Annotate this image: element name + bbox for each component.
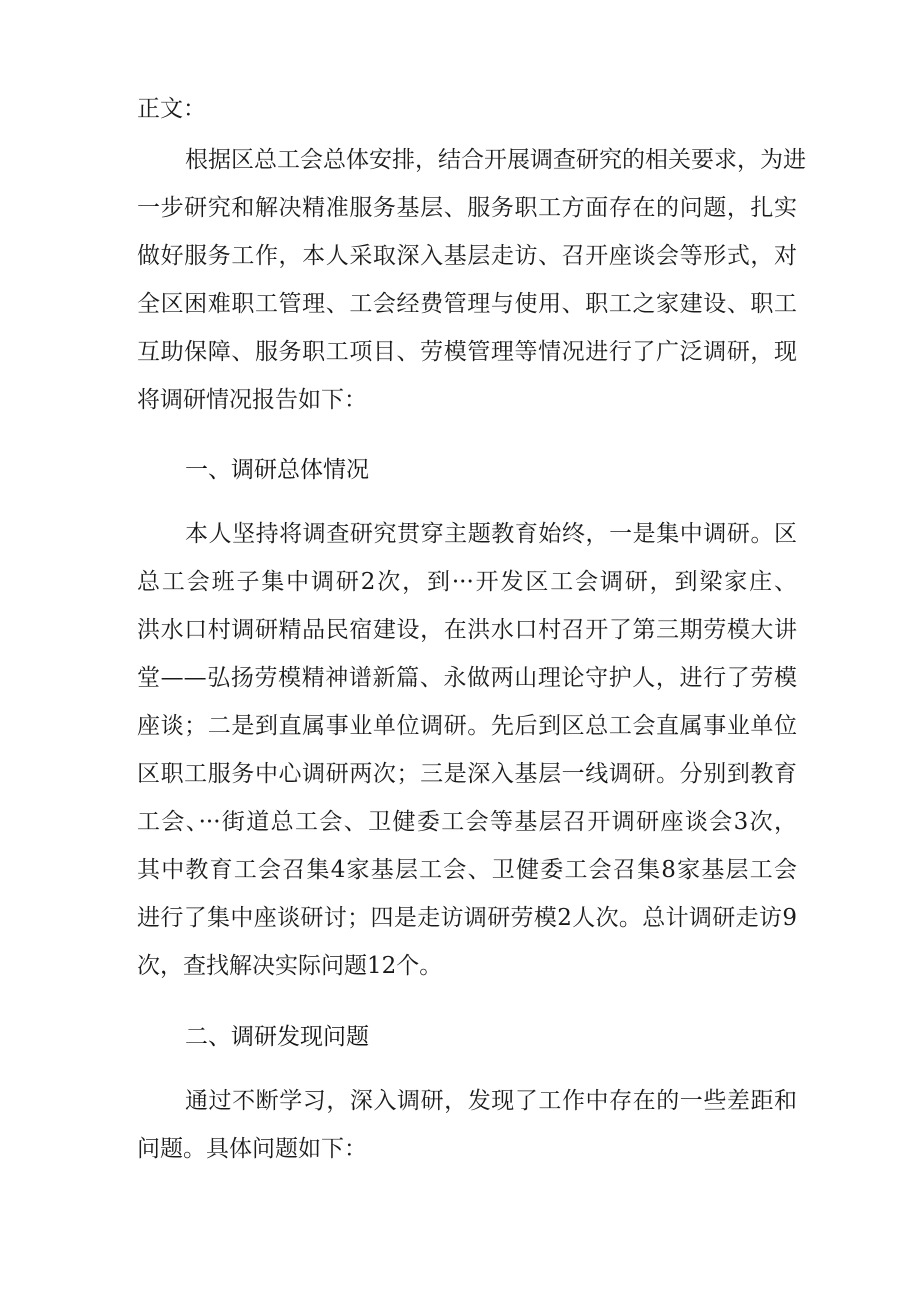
section1-line-10: 次，查找解决实际问题12个。 — [137, 953, 443, 979]
section1-line-9: 进行了集中座谈研讨；四是走访调研劳模2人次。总计调研走访9 — [137, 905, 797, 931]
intro-line-1: 根据区总工会总体安排，结合开展调查研究的相关要求，为进 — [185, 147, 806, 173]
section1-line-6: 区职工服务中心调研两次；三是深入基层一线调研。分别到教育 — [137, 761, 797, 787]
section1-line-5: 座谈；二是到直属事业单位调研。先后到区总工会直属事业单位 — [137, 713, 797, 739]
section2-line-1: 通过不断学习，深入调研，发现了工作中存在的一些差距和 — [185, 1088, 797, 1114]
intro-line-6: 将调研情况报告如下： — [137, 387, 367, 413]
section1-line-2: 总工会班子集中调研2次，到···开发区工会调研，到梁家庄、 — [137, 569, 797, 595]
section1-line-1: 本人坚持将调查研究贯穿主题教育始终，一是集中调研。区 — [185, 521, 797, 547]
section2-line-2: 问题。具体问题如下： — [137, 1136, 367, 1162]
section1-line-3: 洪水口村调研精品民宿建设，在洪水口村召开了第三期劳模大讲 — [137, 617, 797, 643]
section1-line-4: 堂——弘扬劳模精神谱新篇、永做两山理论守护人，进行了劳模 — [137, 665, 797, 691]
section-heading-1: 一、调研总体情况 — [185, 457, 369, 483]
label-zhengwen: 正文： — [137, 96, 206, 122]
section1-line-8: 其中教育工会召集4家基层工会、卫健委工会召集8家基层工会 — [137, 857, 797, 883]
intro-line-2: 一步研究和解决精准服务基层、服务职工方面存在的问题，扎实 — [137, 195, 797, 221]
section-heading-2: 二、调研发现问题 — [185, 1024, 369, 1050]
intro-line-5: 互助保障、服务职工项目、劳模管理等情况进行了广泛调研，现 — [137, 339, 797, 365]
section1-line-7: 工会、···街道总工会、卫健委工会等基层召开调研座谈会3次， — [137, 809, 797, 835]
intro-line-4: 全区困难职工管理、工会经费管理与使用、职工之家建设、职工 — [137, 291, 797, 317]
intro-line-3: 做好服务工作，本人采取深入基层走访、召开座谈会等形式，对 — [137, 243, 797, 269]
